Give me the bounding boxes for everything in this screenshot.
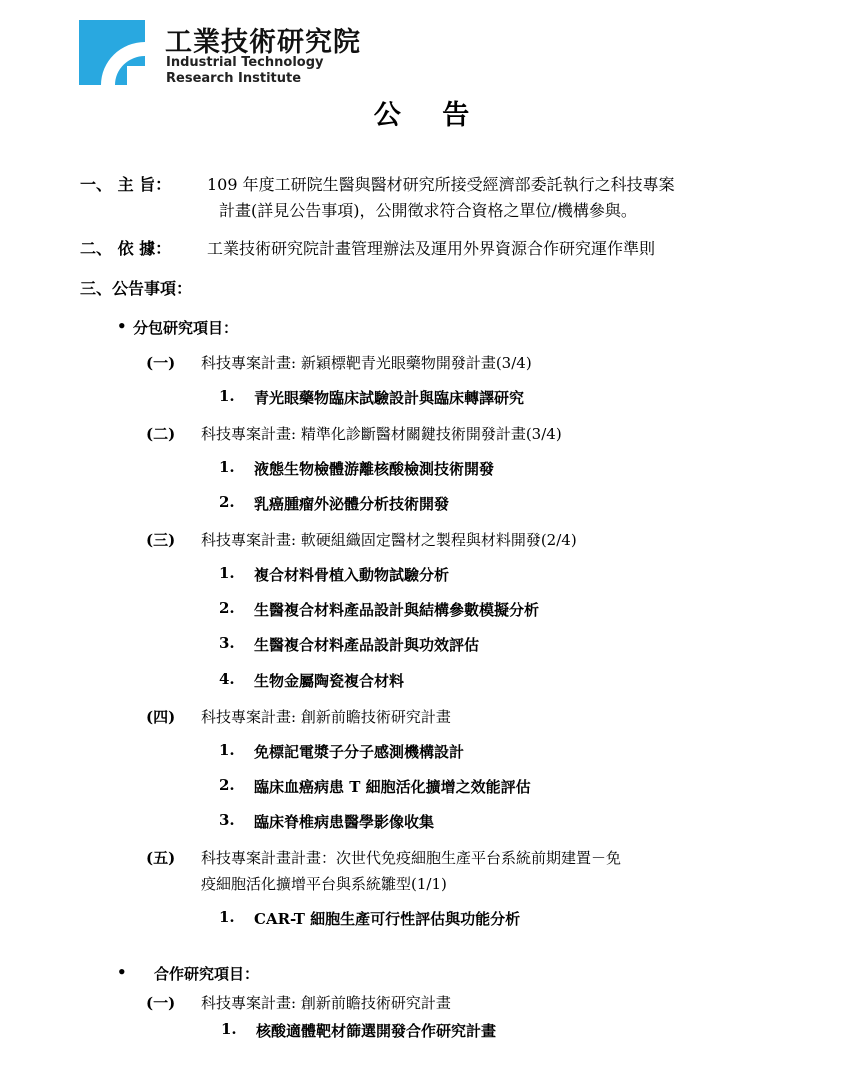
plan-title: 科技專案計畫: 新穎標靶青光眼藥物開發計畫(3/4) bbox=[201, 354, 532, 372]
page-title: 公 告 bbox=[373, 100, 486, 131]
itri-logo-icon bbox=[79, 20, 145, 85]
org-name-en-line1: Industrial Technology bbox=[166, 55, 324, 70]
item-number: 1. bbox=[221, 1020, 237, 1038]
item-text: 乳癌腫瘤外泌體分析技術開發 bbox=[254, 495, 450, 513]
item-number: 1. bbox=[219, 564, 235, 582]
plan-number: (五) bbox=[146, 849, 176, 867]
item-text: 青光眼藥物臨床試驗設計與臨床轉譯研究 bbox=[254, 389, 525, 407]
item-text: 臨床脊椎病患醫學影像收集 bbox=[254, 813, 435, 831]
item-number: 3. bbox=[219, 634, 235, 652]
item-number: 1. bbox=[219, 908, 235, 926]
item-number: 2. bbox=[219, 493, 235, 511]
item-number: 3. bbox=[219, 811, 235, 829]
item-number: 1. bbox=[219, 458, 235, 476]
item-number: 4. bbox=[219, 670, 235, 688]
org-name-en-line2: Research Institute bbox=[166, 71, 302, 86]
section-1-text-line1: 109 年度工研院生醫與醫材研究所接受經濟部委託執行之科技專案 bbox=[207, 175, 675, 194]
item-text: 免標記電漿子分子感測機構設計 bbox=[254, 743, 465, 761]
item-text: 臨床血癌病患 T 細胞活化擴增之效能評估 bbox=[254, 778, 531, 796]
plan-title: 科技專案計畫計畫：次世代免疫細胞生產平台系統前期建置－免 bbox=[201, 849, 622, 867]
section-1-label: 一、 主 旨： bbox=[80, 175, 172, 194]
section-2-label: 二、 依 據： bbox=[80, 239, 172, 258]
plan-number: (三) bbox=[146, 531, 176, 549]
item-text: 核酸適體靶材篩選開發合作研究計畫 bbox=[256, 1022, 497, 1040]
item-number: 2. bbox=[219, 776, 235, 794]
cooperation-bullet: • bbox=[117, 963, 127, 981]
item-text: 液態生物檢體游離核酸檢測技術開發 bbox=[254, 460, 495, 478]
plan-number: (二) bbox=[146, 425, 176, 443]
plan-title: 科技專案計畫: 精準化診斷醫材關鍵技術開發計畫(3/4) bbox=[201, 425, 562, 443]
item-text: CAR-T 細胞生產可行性評估與功能分析 bbox=[254, 910, 521, 928]
item-text: 生物金屬陶瓷複合材料 bbox=[254, 672, 405, 690]
org-name-cn: 工業技術研究院 bbox=[165, 27, 361, 58]
item-text: 生醫複合材料產品設計與結構參數模擬分析 bbox=[254, 601, 540, 619]
item-number: 1. bbox=[219, 741, 235, 759]
item-number: 2. bbox=[219, 599, 235, 617]
item-text: 複合材料骨植入動物試驗分析 bbox=[254, 566, 450, 584]
section-2-text: 工業技術研究院計畫管理辦法及運用外界資源合作研究運作準則 bbox=[207, 239, 656, 258]
plan-number: (一) bbox=[146, 354, 176, 372]
cooperation-heading: 合作研究項目： bbox=[154, 965, 260, 983]
item-text: 生醫複合材料產品設計與功效評估 bbox=[254, 636, 480, 654]
subcontract-bullet: • bbox=[117, 317, 127, 335]
plan-title-line2: 疫細胞活化擴增平台與系統雛型(1/1) bbox=[201, 875, 447, 893]
plan-title: 科技專案計畫: 創新前瞻技術研究計畫 bbox=[201, 994, 451, 1012]
subcontract-heading: 分包研究項目： bbox=[133, 319, 239, 337]
section-1-text-line2: 計畫(詳見公告事項)，公開徵求符合資格之單位/機構參與。 bbox=[219, 201, 637, 220]
item-number: 1. bbox=[219, 387, 235, 405]
plan-title: 科技專案計畫: 創新前瞻技術研究計畫 bbox=[201, 708, 451, 726]
plan-title: 科技專案計畫: 軟硬組織固定醫材之製程與材料開發(2/4) bbox=[201, 531, 577, 549]
plan-number: (四) bbox=[146, 708, 176, 726]
plan-number: (一) bbox=[146, 994, 176, 1012]
section-3-label: 三、公告事項： bbox=[80, 279, 193, 298]
